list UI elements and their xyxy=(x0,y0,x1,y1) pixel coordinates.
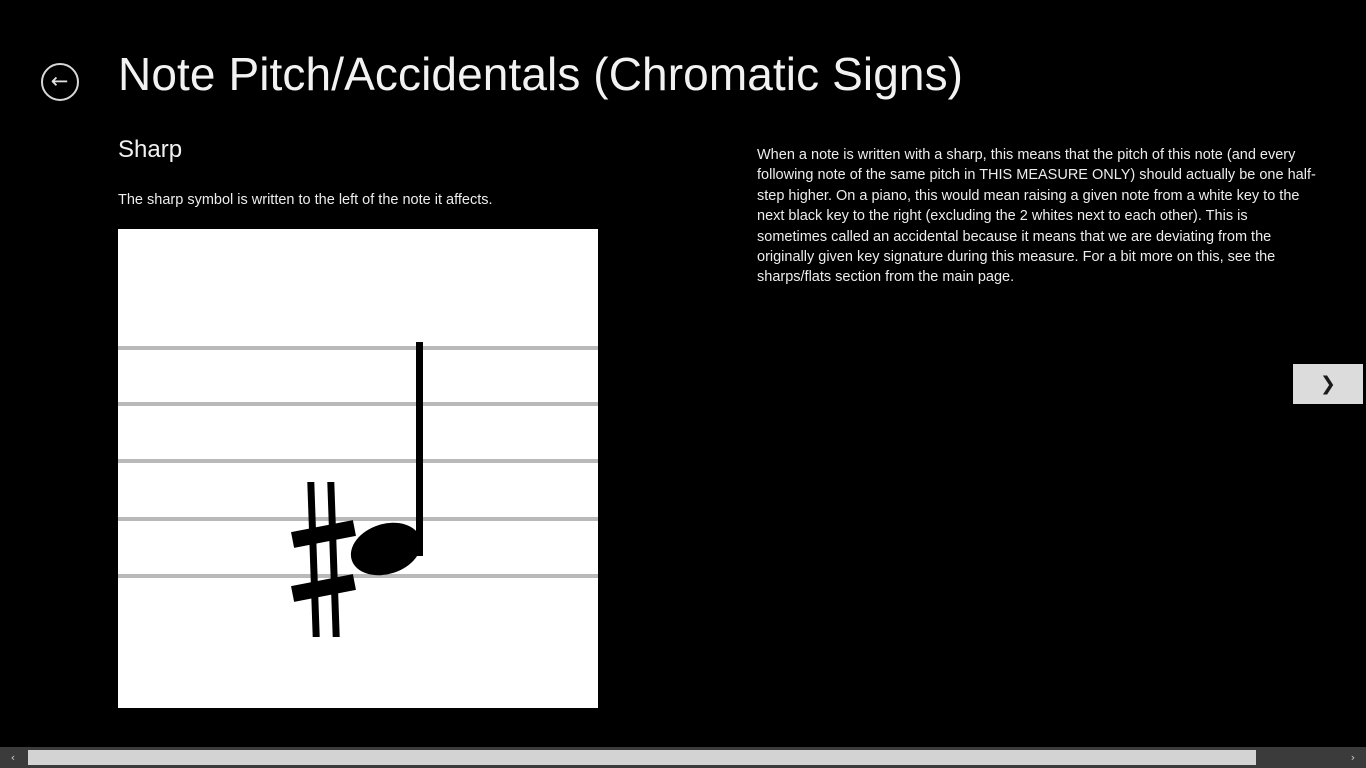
horizontal-scrollbar[interactable] xyxy=(0,746,1366,768)
explanation-paragraph: When a note is written with a sharp, this means that the pitch of this note (and every following note of the same pitch in THIS MEASURE ONLY) should actually be one half-step higher. On a piano, this would mean raising a given note from a white key to the next black key to the right (excluding the 2 whites next to each other). This is sometimes called an accidental because it means that we are deviating from the originally given key signature during this measure. For a bit more on this, see the sharps/flats section from the main page. xyxy=(757,147,1316,286)
sharp-horizontal-bar xyxy=(291,574,356,602)
sharp-vertical-stroke xyxy=(307,482,319,637)
staff-line xyxy=(118,574,598,578)
sharp-vertical-stroke xyxy=(327,482,339,637)
staff-line xyxy=(118,517,598,521)
chevron-right-icon: ❯ xyxy=(1320,372,1336,395)
section-heading: Sharp xyxy=(118,136,183,163)
page-title: Note Pitch/Accidentals (Chromatic Signs) xyxy=(118,48,964,100)
back-arrow-circle-icon[interactable] xyxy=(41,63,79,101)
staff-line xyxy=(118,346,598,350)
staff-line xyxy=(118,459,598,463)
next-page-button[interactable] xyxy=(1293,364,1363,404)
page-header xyxy=(0,0,1366,122)
note-stem xyxy=(416,342,423,556)
left-content-column xyxy=(118,136,618,708)
scrollbar-track[interactable] xyxy=(26,747,1340,768)
right-content-column xyxy=(757,145,1319,288)
sharp-note-notation-image xyxy=(118,229,598,708)
back-arrow-glyph: ← xyxy=(50,68,69,93)
sharp-horizontal-bar xyxy=(291,520,356,548)
staff-line xyxy=(118,402,598,406)
scroll-left-arrow-icon[interactable]: ‹ xyxy=(0,747,26,768)
section-subtext: The sharp symbol is written to the left of the note it affects. xyxy=(118,192,493,208)
scroll-right-arrow-icon[interactable]: › xyxy=(1340,747,1366,768)
scrollbar-thumb[interactable] xyxy=(28,750,1256,765)
sharp-sign-icon xyxy=(298,482,350,637)
